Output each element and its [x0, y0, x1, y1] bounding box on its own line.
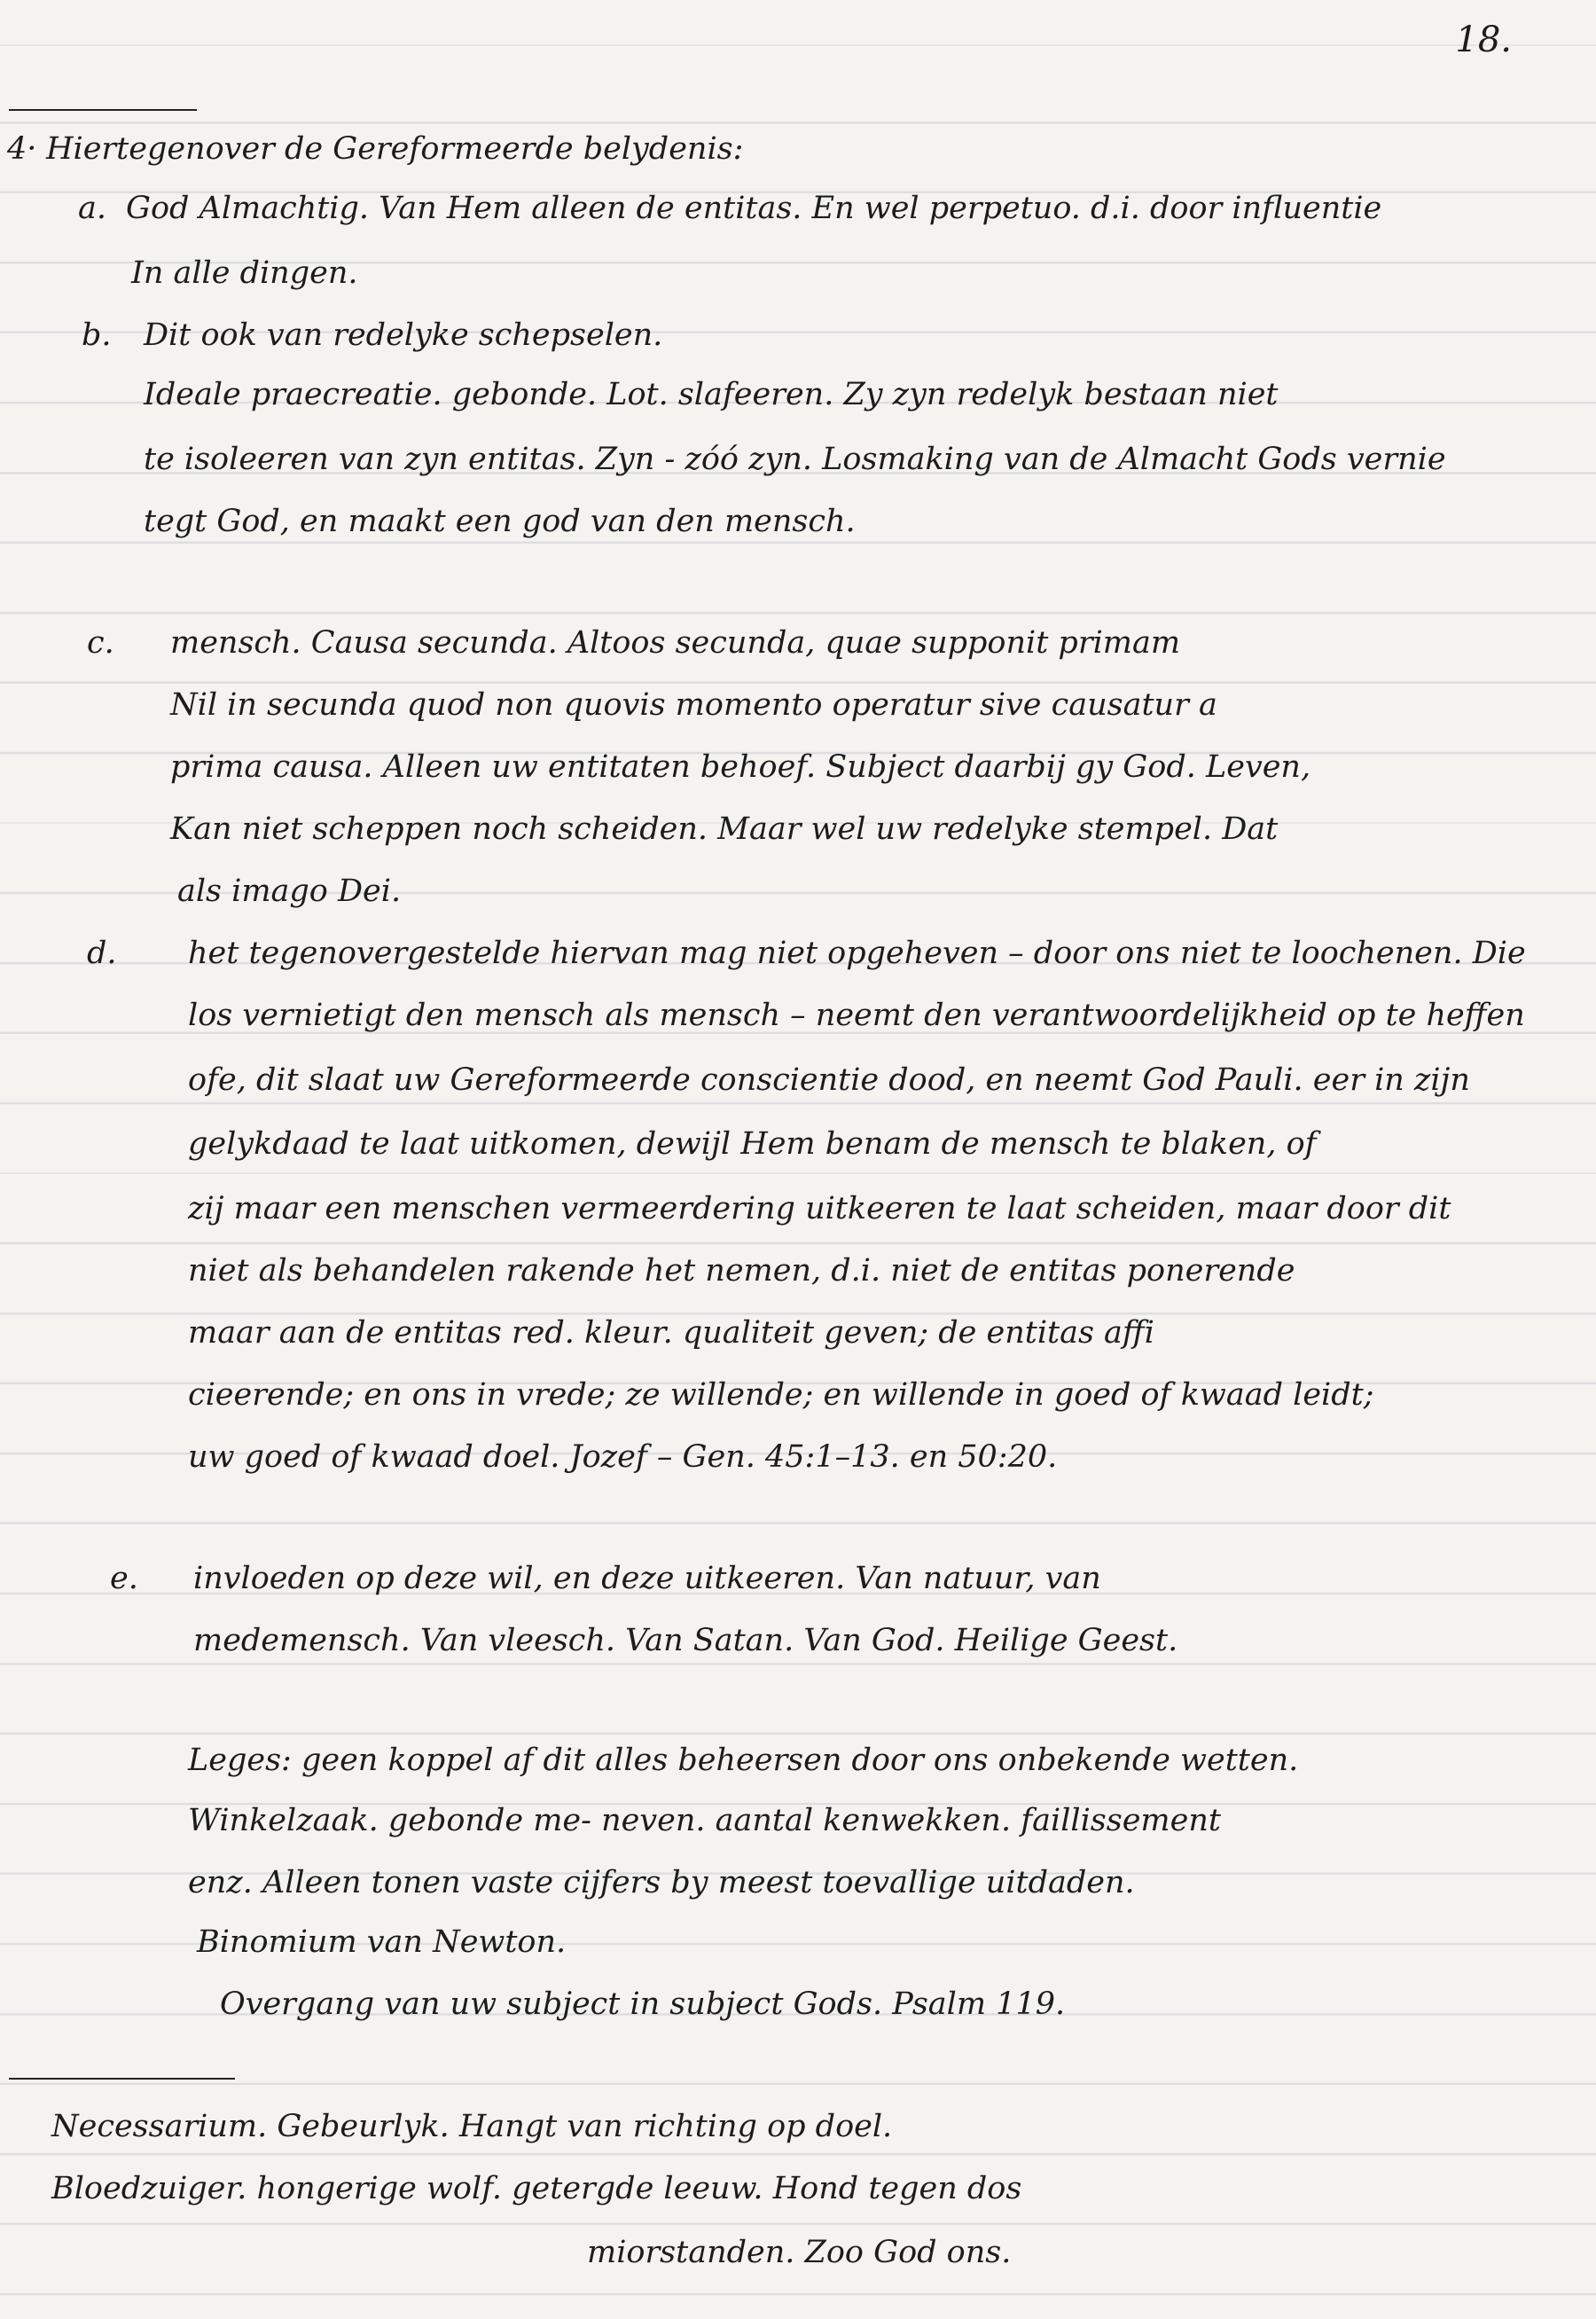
line-text: uw goed of kwaad doel. Jozef – Gen. 45:1–13. en 50:20. [188, 1439, 1058, 1475]
manuscript-line [0, 811, 1596, 865]
line-text: Kan niet scheppen noch scheiden. Maar wel uw redelyke stempel. Dat [170, 811, 1279, 847]
manuscript-line [0, 749, 1596, 803]
line-text: cieerende; en ons in vrede; ze willende; en willende in goed of kwaad leidt; [188, 1377, 1374, 1413]
line-text: het tegenovergestelde hiervan mag niet opgeheven – door ons niet te loochenen. Die [188, 936, 1526, 971]
line-text: Nil in secunda quod non quovis momento operatur sive causatur a [170, 687, 1217, 723]
manuscript-line [0, 1377, 1596, 1430]
manuscript-line [0, 936, 1596, 989]
line-text: zij maar een menschen vermeerdering uitkeeren te laat scheiden, maar door dit [188, 1191, 1451, 1226]
item-label: d. [87, 936, 117, 971]
manuscript-line [0, 442, 1596, 495]
line-text: Winkelzaak. gebonde me- neven. aantal kenwekken. faillissement [188, 1803, 1221, 1838]
manuscript-line [0, 874, 1596, 927]
item-label: c. [87, 625, 114, 661]
manuscript-line [0, 317, 1596, 371]
manuscript-line [0, 998, 1596, 1051]
top-divider-line [9, 109, 197, 111]
manuscript-line [0, 1623, 1596, 1676]
manuscript-line [0, 1924, 1596, 1978]
item-label: 4· [7, 131, 37, 167]
line-text: Overgang van uw subject in subject Gods. Psalm 119. [220, 1986, 1066, 2022]
manuscript-line [0, 131, 1596, 184]
manuscript-line [0, 1126, 1596, 1179]
line-text: Bloedzuiger. hongerige wolf. getergde leeuw. Hond tegen dos [51, 2171, 1022, 2206]
line-text: Binomium van Newton. [197, 1924, 567, 1960]
line-text: medemensch. Van vleesch. Van Satan. Van God. Heilige Geest. [193, 1623, 1178, 1658]
line-text: tegt God, en maakt een god van den mensch. [144, 504, 856, 539]
line-text: als imago Dei. [177, 874, 402, 909]
manuscript-line [0, 255, 1596, 309]
line-text: enz. Alleen tonen vaste cijfers by meest toevallige uitdaden. [188, 1865, 1135, 1900]
bottom-divider-line [9, 2078, 235, 2080]
line-text: Hiertegenover de Gereformeerde belydenis: [46, 131, 744, 167]
line-text: God Almachtig. Van Hem alleen de entitas. En wel perpetuo. d.i. door influentie [126, 191, 1382, 226]
manuscript-line [0, 377, 1596, 430]
line-text: ofe, dit slaat uw Gereformeerde conscientie dood, en neemt God Pauli. eer in zijn [188, 1062, 1470, 1098]
line-text: Necessarium. Gebeurlyk. Hangt van richting op doel. [51, 2109, 893, 2144]
manuscript-line [0, 1803, 1596, 1856]
item-label: a. [78, 191, 106, 226]
manuscript-line [0, 1561, 1596, 1614]
manuscript-line [0, 1986, 1596, 2040]
line-text: prima causa. Alleen uw entitaten behoef. Subject daarbij gy God. Leven, [170, 749, 1311, 785]
manuscript-line [0, 1253, 1596, 1306]
manuscript-line [0, 504, 1596, 557]
manuscript-line [0, 1743, 1596, 1796]
page-number: 18. [1455, 20, 1512, 60]
line-text: los vernietigt den mensch als mensch – neemt den verantwoordelijkheid op te heffen [188, 998, 1525, 1033]
manuscript-line [0, 191, 1596, 244]
manuscript-line [0, 1315, 1596, 1368]
line-text: te isoleeren van zyn entitas. Zyn - zóó zyn. Losmaking van de Almacht Gods vernie [144, 442, 1446, 477]
line-text: Dit ook van redelyke schepselen. [144, 317, 663, 353]
line-text: In alle dingen. [131, 255, 358, 291]
item-label: b. [82, 317, 112, 353]
manuscript-line [0, 687, 1596, 740]
line-text: niet als behandelen rakende het nemen, d.i. niet de entitas ponerende [188, 1253, 1295, 1289]
manuscript-line [0, 2109, 1596, 2162]
line-text: gelykdaad te laat uitkomen, dewijl Hem benam de mensch te blaken, of [188, 1126, 1317, 1162]
line-text: mensch. Causa secunda. Altoos secunda, quae supponit primam [170, 625, 1181, 661]
line-text: maar aan de entitas red. kleur. qualiteit geven; de entitas affi [188, 1315, 1154, 1351]
line-text: Ideale praecreatie. gebonde. Lot. slafeeren. Zy zyn redelyk bestaan niet [144, 377, 1279, 412]
item-label: e. [110, 1561, 138, 1596]
manuscript-line [0, 1865, 1596, 1918]
manuscript-line [0, 1191, 1596, 1244]
manuscript-line [0, 625, 1596, 678]
manuscript-line [0, 1439, 1596, 1492]
line-text: miorstanden. Zoo God ons. [587, 2235, 1012, 2270]
manuscript-line [0, 2235, 1596, 2288]
line-text: invloeden op deze wil, en deze uitkeeren. Van natuur, van [193, 1561, 1101, 1596]
line-text: Leges: geen koppel af dit alles beheersen door ons onbekende wetten. [188, 1743, 1299, 1778]
manuscript-line [0, 2171, 1596, 2224]
manuscript-line [0, 1062, 1596, 1116]
